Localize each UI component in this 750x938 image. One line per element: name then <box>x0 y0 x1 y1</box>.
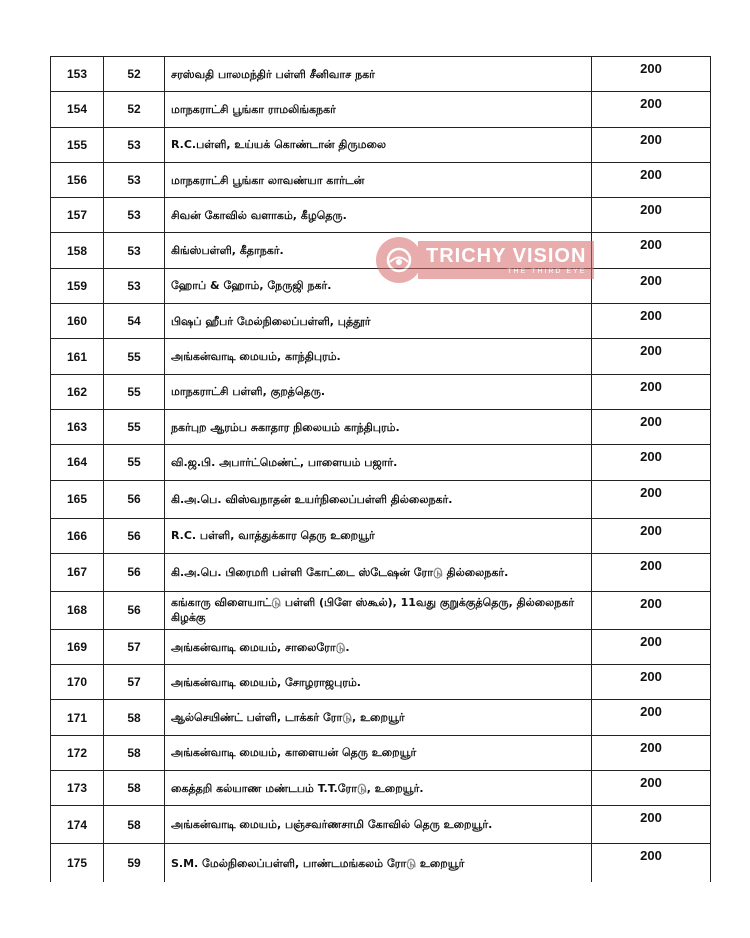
serial-number-cell: 157 <box>51 198 104 233</box>
serial-number-cell: 165 <box>51 480 104 518</box>
serial-number-cell: 161 <box>51 339 104 374</box>
ward-number-cell: 53 <box>104 233 165 268</box>
watermark-subtitle: THE THIRD EYE <box>507 267 587 275</box>
watermark-title: TRICHY VISION <box>426 244 587 267</box>
dose-count-cell: 200 <box>592 771 711 806</box>
location-cell: கி.அ.பெ. பிரைமரி பள்ளி கோட்டை ஸ்டேஷன் ரோடு தில்லைநகர். <box>165 553 592 591</box>
dose-count-cell: 200 <box>592 92 711 127</box>
serial-number-cell: 173 <box>51 771 104 806</box>
location-cell: மாநகராட்சி பூங்கா லாவண்யா கார்டன் <box>165 162 592 197</box>
table-row <box>51 162 711 197</box>
table-row <box>51 339 711 374</box>
location-cell: கிங்ஸ்பள்ளி, கீதாநகர். <box>165 233 592 268</box>
location-cell: மாநகராட்சி பள்ளி, குறத்தெரு. <box>165 374 592 409</box>
ward-number-cell: 58 <box>104 806 165 844</box>
table-row <box>51 304 711 339</box>
serial-number-cell: 160 <box>51 304 104 339</box>
serial-number-cell: 158 <box>51 233 104 268</box>
table-row <box>51 553 711 591</box>
table-row <box>51 198 711 233</box>
ward-number-cell: 55 <box>104 445 165 480</box>
table-row <box>51 374 711 409</box>
eye-logo-icon <box>376 237 422 283</box>
table-row <box>51 771 711 806</box>
watermark <box>376 238 628 282</box>
location-cell: நகர்புற ஆரம்ப சுகாதார நிலையம் காந்திபுரம். <box>165 409 592 444</box>
serial-number-cell: 166 <box>51 518 104 553</box>
serial-number-cell: 164 <box>51 445 104 480</box>
dose-count-cell: 200 <box>592 233 711 268</box>
location-cell: மாநகராட்சி பூங்கா ராமலிங்கநகர் <box>165 92 592 127</box>
table-row <box>51 518 711 553</box>
location-cell: கைத்தறி கல்யாண மண்டபம் T.T.ரோடு, உறையூர். <box>165 771 592 806</box>
location-cell: ஆல்செயிண்ட் பள்ளி, டாக்கர் ரோடு, உறையூர் <box>165 700 592 735</box>
dose-count-cell: 200 <box>592 57 711 92</box>
table-row <box>51 57 711 92</box>
ward-number-cell: 53 <box>104 198 165 233</box>
serial-number-cell: 155 <box>51 127 104 162</box>
location-cell: அங்கன்வாடி மையம், சோழராஜபுரம். <box>165 665 592 700</box>
vaccination-centres-table <box>50 56 711 882</box>
ward-number-cell: 59 <box>104 844 165 882</box>
table-row <box>51 844 711 882</box>
serial-number-cell: 169 <box>51 629 104 664</box>
ward-number-cell: 56 <box>104 480 165 518</box>
table-row <box>51 92 711 127</box>
table-row <box>51 629 711 664</box>
ward-number-cell: 56 <box>104 591 165 629</box>
ward-number-cell: 55 <box>104 374 165 409</box>
serial-number-cell: 156 <box>51 162 104 197</box>
serial-number-cell: 168 <box>51 591 104 629</box>
serial-number-cell: 172 <box>51 735 104 770</box>
serial-number-cell: 154 <box>51 92 104 127</box>
serial-number-cell: 174 <box>51 806 104 844</box>
serial-number-cell: 163 <box>51 409 104 444</box>
watermark-text <box>418 241 594 279</box>
table-row <box>51 127 711 162</box>
ward-number-cell: 53 <box>104 127 165 162</box>
dose-count-cell: 200 <box>592 665 711 700</box>
dose-count-cell: 200 <box>592 162 711 197</box>
ward-number-cell: 57 <box>104 665 165 700</box>
dose-count-cell: 200 <box>592 198 711 233</box>
dose-count-cell: 200 <box>592 591 711 629</box>
location-cell: சரஸ்வதி பாலமந்திர் பள்ளி சீனிவாச நகர் <box>165 57 592 92</box>
location-cell: ஹோப் & ஹோம், நேருஜி நகர். <box>165 268 592 303</box>
location-cell: அங்கன்வாடி மையம், பஞ்சவர்ணசாமி கோவில் தெரு உறையூர். <box>165 806 592 844</box>
table-row <box>51 445 711 480</box>
table-row <box>51 700 711 735</box>
serial-number-cell: 167 <box>51 553 104 591</box>
location-cell: S.M. மேல்நிலைப்பள்ளி, பாண்டமங்கலம் ரோடு உறையூர் <box>165 844 592 882</box>
dose-count-cell: 200 <box>592 844 711 882</box>
serial-number-cell: 153 <box>51 57 104 92</box>
location-cell: பிஷப் ஹீபர் மேல்நிலைப்பள்ளி, புத்தூர் <box>165 304 592 339</box>
ward-number-cell: 57 <box>104 629 165 664</box>
ward-number-cell: 55 <box>104 339 165 374</box>
ward-number-cell: 56 <box>104 518 165 553</box>
serial-number-cell: 171 <box>51 700 104 735</box>
dose-count-cell: 200 <box>592 629 711 664</box>
location-cell: கி.அ.பெ. விஸ்வநாதன் உயர்நிலைப்பள்ளி தில்லைநகர். <box>165 480 592 518</box>
ward-number-cell: 55 <box>104 409 165 444</box>
dose-count-cell: 200 <box>592 127 711 162</box>
ward-number-cell: 54 <box>104 304 165 339</box>
serial-number-cell: 162 <box>51 374 104 409</box>
location-cell: அங்கன்வாடி மையம், காளையன் தெரு உறையூர் <box>165 735 592 770</box>
dose-count-cell: 200 <box>592 268 711 303</box>
serial-number-cell: 170 <box>51 665 104 700</box>
table-body <box>51 57 711 882</box>
dose-count-cell: 200 <box>592 518 711 553</box>
location-cell: கங்காரு விளையாட்டு பள்ளி (பிளே ஸ்கூல்), 11வது குறுக்குத்தெரு, தில்லைநகர் கிழக்கு <box>165 591 592 629</box>
dose-count-cell: 200 <box>592 339 711 374</box>
dose-count-cell: 200 <box>592 445 711 480</box>
table-row <box>51 665 711 700</box>
location-cell: R.C.பள்ளி, உய்யக் கொண்டான் திருமலை <box>165 127 592 162</box>
ward-number-cell: 52 <box>104 57 165 92</box>
dose-count-cell: 200 <box>592 735 711 770</box>
table-row <box>51 480 711 518</box>
ward-number-cell: 52 <box>104 92 165 127</box>
location-cell: சிவன் கோவில் வளாகம், கீழதெரு. <box>165 198 592 233</box>
location-cell: R.C. பள்ளி, வாத்துக்கார தெரு உறையூர் <box>165 518 592 553</box>
ward-number-cell: 58 <box>104 700 165 735</box>
table-row <box>51 409 711 444</box>
dose-count-cell: 200 <box>592 480 711 518</box>
ward-number-cell: 56 <box>104 553 165 591</box>
dose-count-cell: 200 <box>592 374 711 409</box>
dose-count-cell: 200 <box>592 806 711 844</box>
location-cell: வி.ஜ.பி. அபார்ட்மெண்ட், பாளையம் பஜார். <box>165 445 592 480</box>
dose-count-cell: 200 <box>592 304 711 339</box>
ward-number-cell: 53 <box>104 268 165 303</box>
table-row <box>51 806 711 844</box>
ward-number-cell: 58 <box>104 735 165 770</box>
location-cell: அங்கன்வாடி மையம், சாலைரோடு. <box>165 629 592 664</box>
dose-count-cell: 200 <box>592 409 711 444</box>
table-row <box>51 735 711 770</box>
dose-count-cell: 200 <box>592 700 711 735</box>
serial-number-cell: 159 <box>51 268 104 303</box>
location-cell: அங்கன்வாடி மையம், காந்திபுரம். <box>165 339 592 374</box>
dose-count-cell: 200 <box>592 553 711 591</box>
serial-number-cell: 175 <box>51 844 104 882</box>
ward-number-cell: 53 <box>104 162 165 197</box>
table-row <box>51 591 711 629</box>
ward-number-cell: 58 <box>104 771 165 806</box>
